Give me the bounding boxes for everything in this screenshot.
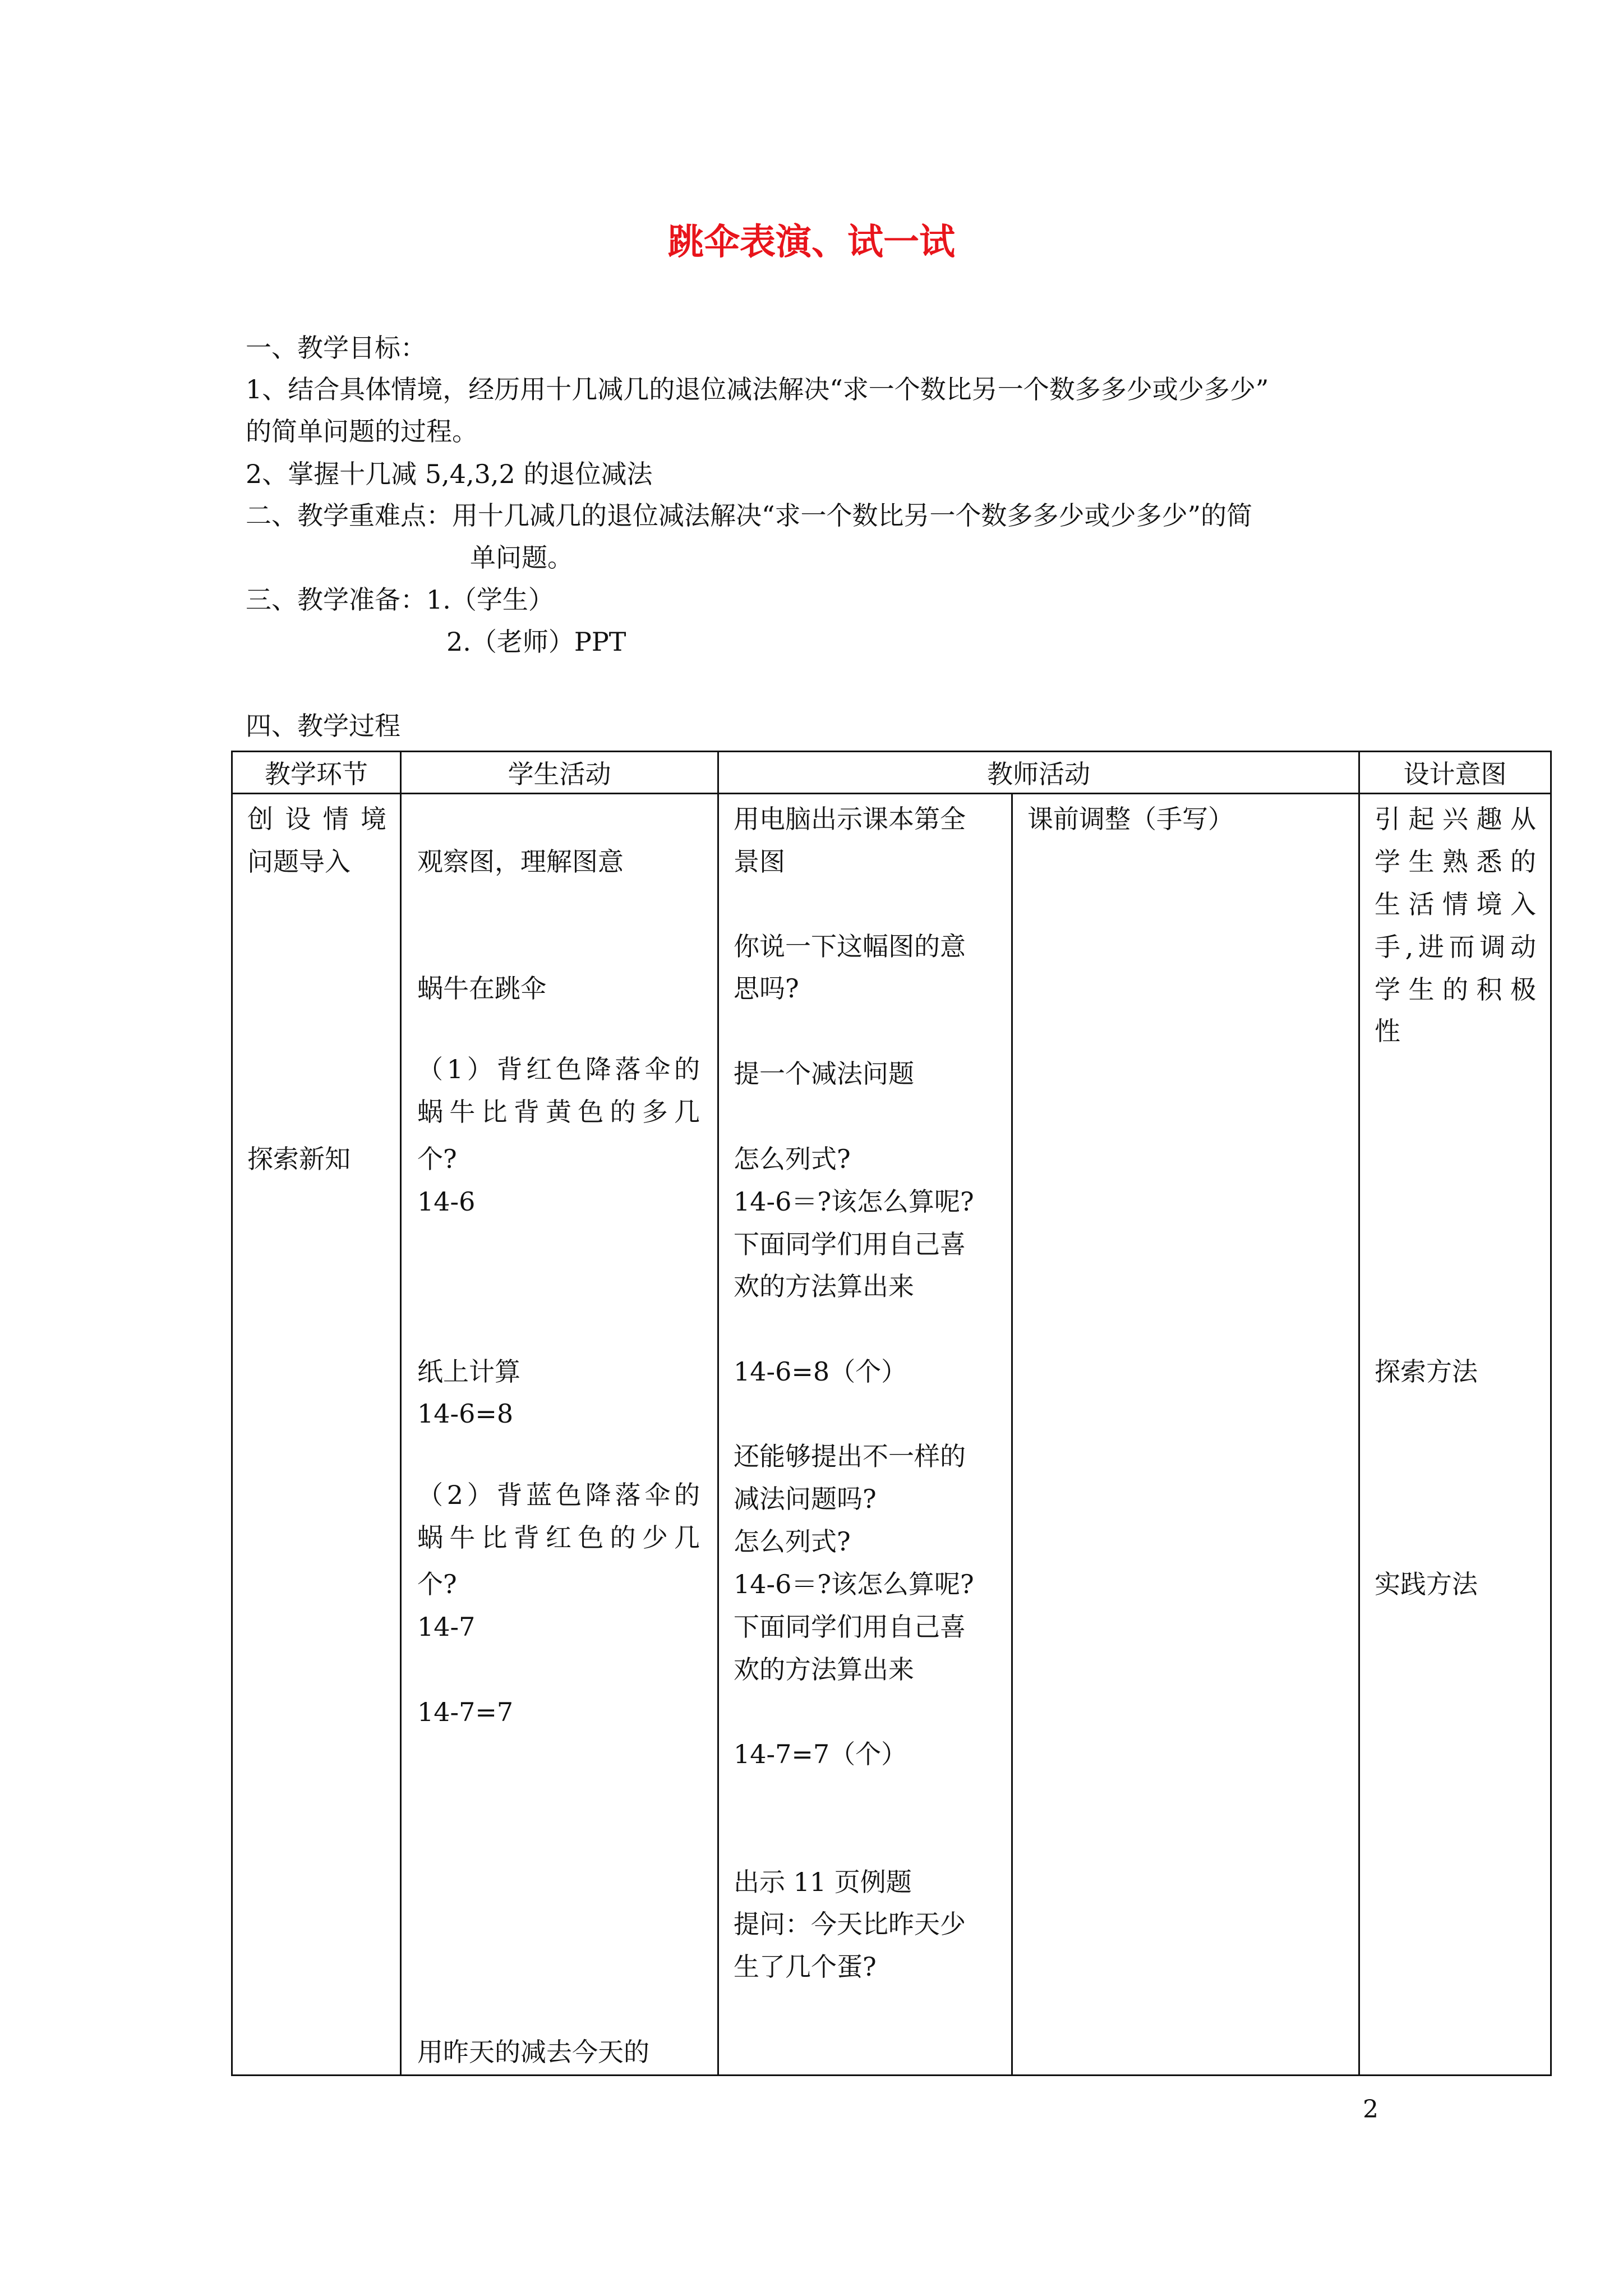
teacher-line: 欢的方法算出来 xyxy=(734,1271,914,1301)
intent-line: 性 xyxy=(1375,1016,1400,1046)
teacher-line: 出示 11 页例题 xyxy=(734,1867,912,1897)
teacher-line: 你说一下这幅图的意 xyxy=(734,931,966,961)
teaching-process-table xyxy=(231,751,1552,2076)
student-line: 个? xyxy=(417,1144,457,1174)
teacher-line: 减法问题吗? xyxy=(734,1484,877,1514)
teacher-line: 欢的方法算出来 xyxy=(734,1654,914,1685)
table-header-row xyxy=(232,752,1551,794)
student-line: 蜗牛在跳伞 xyxy=(417,973,546,1004)
page-title: 跳伞表演、试一试 xyxy=(668,222,955,263)
teacher-line: 下面同学们用自己喜 xyxy=(734,1612,966,1642)
header-design-intent: 设计意图 xyxy=(1359,752,1551,794)
teacher-line: 提一个减法问题 xyxy=(734,1059,914,1089)
teacher-line: 14-6＝?该怎么算呢? xyxy=(734,1569,974,1599)
student-line: 蜗牛比背黄色的多几 xyxy=(417,1097,700,1127)
teacher-line: 14-6=8（个） xyxy=(734,1356,907,1387)
student-activity-cell xyxy=(401,794,718,2076)
teacher-line: 14-6＝?该怎么算呢? xyxy=(734,1186,974,1217)
intent-line: 学生熟悉的 xyxy=(1375,846,1536,877)
stage-cell xyxy=(232,794,401,2076)
student-line: （1）背红色降落伞的 xyxy=(417,1054,700,1084)
preparation-line1: 三、教学准备：1.（学生） xyxy=(246,585,554,615)
student-line: 观察图，理解图意 xyxy=(417,846,624,877)
teacher-line: 还能够提出不一样的 xyxy=(734,1441,966,1471)
student-line: 蜗牛比背红色的少几 xyxy=(417,1522,700,1553)
header-teacher-activity: 教师活动 xyxy=(718,752,1359,794)
student-line: 个? xyxy=(417,1569,457,1599)
header-student-activity: 学生活动 xyxy=(401,752,718,794)
preparation-line2: 2.（老师）PPT xyxy=(446,627,626,657)
key-points-line2: 单问题。 xyxy=(470,542,573,573)
student-line: （2）背蓝色降落伞的 xyxy=(417,1480,700,1510)
intent-line: 引起兴趣从 xyxy=(1375,804,1536,834)
teacher-activity-cell xyxy=(718,794,1012,2076)
objective-2: 2、掌握十几减 5,4,3,2 的退位减法 xyxy=(246,459,653,489)
intent-line: 实践方法 xyxy=(1375,1569,1478,1599)
teacher-line: 14-7=7（个） xyxy=(734,1739,907,1769)
stage-line-2: 问题导入 xyxy=(247,846,351,877)
student-line: 用昨天的减去今天的 xyxy=(417,2037,649,2067)
process-heading: 四、教学过程 xyxy=(246,711,400,741)
objectives-heading: 一、教学目标： xyxy=(246,333,426,363)
student-line: 14-6=8 xyxy=(417,1398,514,1429)
design-intent-cell xyxy=(1359,794,1551,2076)
student-line: 纸上计算 xyxy=(417,1356,520,1387)
teacher-note: 课前调整（手写） xyxy=(1027,804,1234,834)
table-body-row xyxy=(232,794,1551,2076)
student-line: 14-6 xyxy=(417,1186,476,1217)
teacher-line: 怎么列式? xyxy=(734,1526,851,1557)
objective-1-line2: 的简单问题的过程。 xyxy=(246,416,478,447)
student-line: 14-7=7 xyxy=(417,1697,514,1727)
page-number: 2 xyxy=(1363,2095,1378,2124)
teacher-line: 思吗? xyxy=(734,973,799,1004)
key-points-line1: 二、教学重难点：用十几减几的退位减法解决“求一个数比另一个数多多少或少多少”的简 xyxy=(246,500,1253,531)
teacher-line: 下面同学们用自己喜 xyxy=(734,1229,966,1259)
stage-line-3: 探索新知 xyxy=(247,1144,351,1174)
student-line: 14-7 xyxy=(417,1612,476,1642)
header-stage: 教学环节 xyxy=(232,752,401,794)
intent-line: 生活情境入 xyxy=(1375,889,1536,919)
stage-line-1: 创 设 情 境 xyxy=(247,804,386,834)
teacher-line: 提问：今天比昨天少 xyxy=(734,1909,966,1939)
objective-1-line1: 1、结合具体情境，经历用十几减几的退位减法解决“求一个数比另一个数多多少或少多少” xyxy=(246,374,1269,404)
teacher-line: 生了几个蛋? xyxy=(734,1952,877,1982)
teacher-line: 用电脑出示课本第全 xyxy=(734,804,966,834)
intent-line: 学生的积极 xyxy=(1375,974,1536,1005)
teacher-notes-cell xyxy=(1012,794,1359,2076)
teacher-line: 怎么列式? xyxy=(734,1144,851,1174)
intent-line: 手,进而调动 xyxy=(1375,932,1536,962)
intent-line: 探索方法 xyxy=(1375,1356,1478,1387)
teacher-line: 景图 xyxy=(734,846,785,877)
